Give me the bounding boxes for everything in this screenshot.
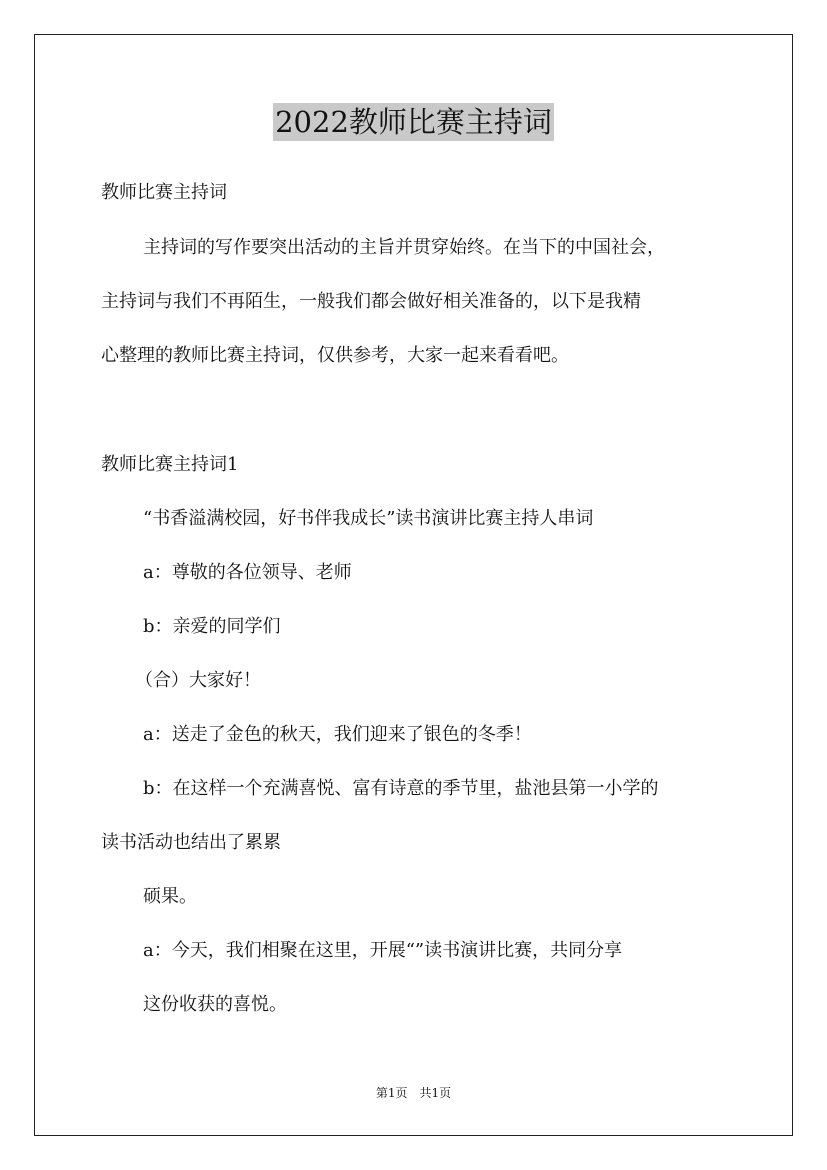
page-footer: 第1页 共1页 bbox=[375, 1086, 452, 1100]
paragraph-line: b：在这样一个充满喜悦、富有诗意的季节里，盐池县第一小学的 bbox=[143, 778, 659, 799]
paragraph-line: “书香溢满校园，好书伴我成长”读书演讲比赛主持人串词 bbox=[143, 508, 594, 529]
paragraph-line: 主持词的写作要突出活动的主旨并贯穿始终。在当下的中国社会， bbox=[143, 237, 665, 258]
paragraph-line: b：亲爱的同学们 bbox=[143, 616, 281, 637]
document-title: 2022教师比赛主持词 bbox=[275, 105, 552, 139]
section-heading: 教师比赛主持词1 bbox=[101, 454, 239, 475]
paragraph-line: 这份收获的喜悦。 bbox=[143, 994, 287, 1015]
paragraph-line: 心整理的教师比赛主持词，仅供参考，大家一起来看看吧。 bbox=[101, 345, 569, 366]
paragraph-line: （合）大家好！ bbox=[135, 670, 261, 691]
paragraph-line: a：尊敬的各位领导、老师 bbox=[143, 562, 352, 583]
paragraph-line: a：今天，我们相聚在这里，开展“”读书演讲比赛，共同分享 bbox=[143, 940, 623, 961]
paragraph-line: a：送走了金色的秋天，我们迎来了银色的冬季！ bbox=[143, 724, 532, 745]
paragraph-line: 硕果。 bbox=[143, 886, 197, 907]
paragraph-line: 读书活动也结出了累累 bbox=[101, 832, 281, 853]
paragraph-line: 主持词与我们不再陌生，一般我们都会做好相关准备的，以下是我精 bbox=[101, 291, 641, 312]
document-title-block bbox=[0, 103, 827, 141]
section-heading: 教师比赛主持词 bbox=[101, 182, 227, 203]
